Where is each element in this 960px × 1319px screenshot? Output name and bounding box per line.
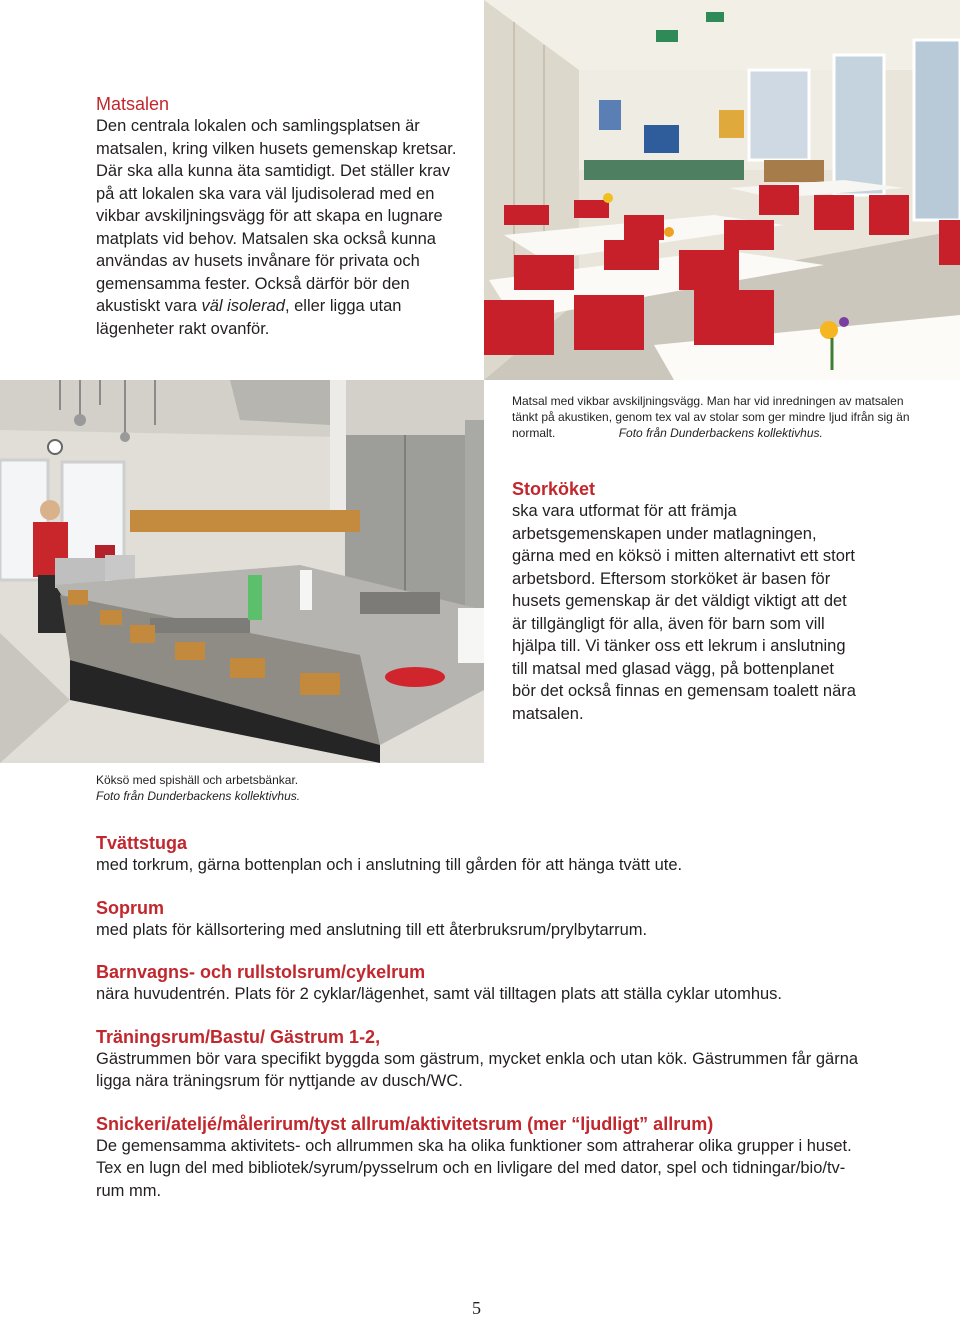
matsalen-text: Den centrala lokalen och samlingsplatsen är matsalen, kring vilken husets gemenskap kretsar. Där ska alla kunna äta samtidigt. Det ställer krav på att lokalen ska vara väl ljudisolerad med en vikbar avskiljningsvägg för att skapa en lugnare matplats vid behov. Matsalen ska också kunna användas av husets invånare för privata och gemensamma fester. Också därför bör den akustiskt vara väl isolerad, eller ligga utan lägenheter rakt ovanför.: [96, 117, 457, 338]
dining-photo-caption: [512, 393, 912, 441]
section-text: Gästrummen bör vara specifikt byggda som gästrum, mycket enkla och utan kök. Gästrummen får gärna ligga nära träningsrum för nyttjande av dusch/WC.: [96, 1049, 859, 1090]
kitchen-photo: [0, 380, 484, 763]
kitchen-caption-credit: Foto från Dunderbackens kollektivhus.: [96, 789, 301, 803]
section-tvattstuga: [96, 832, 861, 877]
section-soprum: [96, 897, 861, 942]
section-text: nära huvudentrén. Plats för 2 cyklar/lägenhet, samt väl tilltagen plats att ställa cyklar utomhus.: [96, 985, 783, 1003]
storkoket-text: ska vara utformat för att främja arbetsgemenskapen under matlagningen, gärna med en köksö i mitten alternativt ett stort arbetsbord. Eftersom storköket är basen för husets gemenskap är det väldigt viktigt att det är tillgängligt för alla, även för barn som vill hjälpa till. Vi tänker oss ett lekrum i anslutning till matsal med glasad vägg, på bottenplanet bör det också finnas en gemensam toalett nära matsalen.: [512, 502, 856, 723]
section-traningsrum: [96, 1026, 861, 1093]
matsalen-heading: Matsalen: [96, 94, 170, 114]
matsalen-section: [96, 93, 471, 340]
room-sections: [96, 832, 861, 1202]
section-heading: Träningsrum/Bastu/ Gästrum 1-2,: [96, 1026, 381, 1047]
section-heading: Tvättstuga: [96, 833, 188, 853]
kitchen-caption-text: Köksö med spishäll och arbetsbänkar.: [96, 773, 299, 787]
kitchen-photo-caption: [96, 772, 496, 804]
section-text: med plats för källsortering med anslutning till ett återbruksrum/prylbytarrum.: [96, 920, 648, 939]
section-heading: Barnvagns- och rullstolsrum/cykelrum: [96, 962, 426, 982]
dining-caption-text: Matsal med vikbar avskiljningsvägg. Man har vid inredningen av matsalen tänkt på akustiken, genom tex val av stolar som ger mindre ljud ifrån sig än normalt.: [512, 394, 910, 440]
section-heading: Soprum: [96, 897, 165, 918]
section-text: De gemensamma aktivitets- och allrummen ska ha olika funktioner som attraherar olika grupper i huset. Tex en lugn del med bibliotek/syrum/pysselrum och en livligare del med dator, spel och tidningar/bio/tv-rum mm.: [96, 1136, 852, 1200]
section-text: med torkrum, gärna bottenplan och i anslutning till gården för att hänga tvätt ute.: [96, 856, 683, 874]
section-barnvagnsrum: [96, 961, 861, 1006]
dining-room-photo: [484, 0, 960, 380]
dining-caption-credit: Foto från Dunderbackens kollektivhus.: [618, 426, 823, 440]
storkoket-heading: Storköket: [512, 479, 596, 499]
section-heading: Snickeri/ateljé/målerirum/tyst allrum/aktivitetsrum (mer “ljudligt” allrum): [96, 1113, 714, 1134]
page-number: 5: [472, 1298, 481, 1318]
section-snickeri: [96, 1113, 861, 1203]
storkoket-section: [512, 478, 862, 725]
